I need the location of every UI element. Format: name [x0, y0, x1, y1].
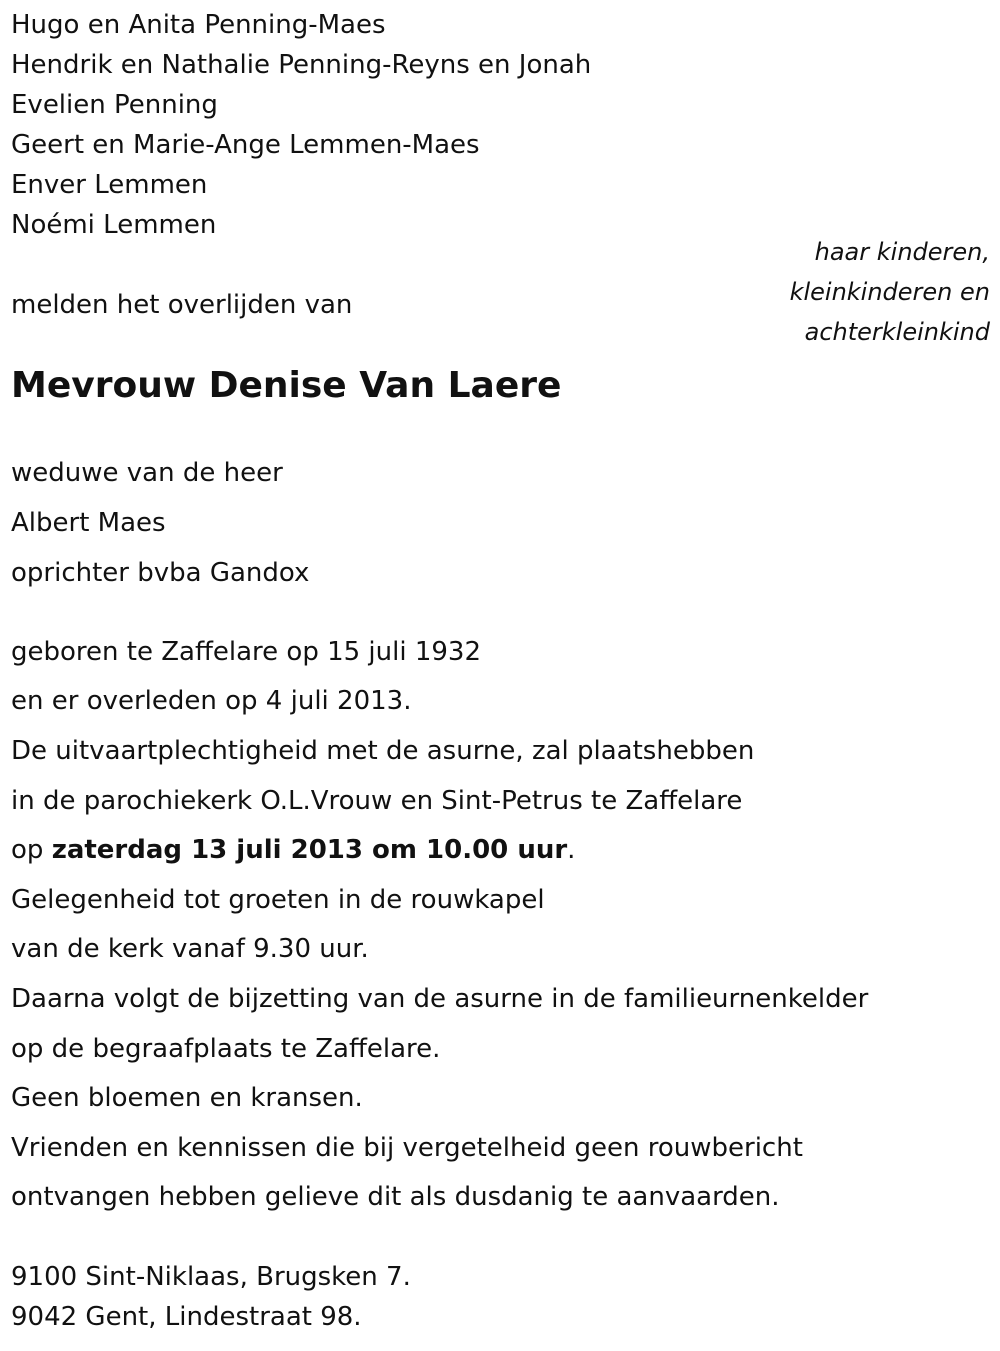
spouse-line: oprichter bvba Gandox — [11, 558, 310, 588]
detail-line: op de begraafplaats te Zaffelare. — [11, 1034, 441, 1064]
ceremony-datetime-line — [11, 834, 575, 866]
datetime-suffix: . — [567, 835, 576, 865]
relation-line: achterkleinkind — [804, 318, 990, 346]
detail-line: van de kerk vanaf 9.30 uur. — [11, 934, 369, 964]
announce-text: melden het overlijden van — [11, 290, 353, 320]
relation-line: kleinkinderen en — [789, 278, 990, 306]
detail-line: ontvangen hebben gelieve dit als dusdanig te aanvaarden. — [11, 1182, 780, 1212]
ceremony-datetime: zaterdag 13 juli 2013 om 10.00 uur — [51, 835, 568, 865]
family-line: Enver Lemmen — [11, 170, 208, 200]
family-line: Noémi Lemmen — [11, 210, 217, 240]
family-line: Hendrik en Nathalie Penning-Reyns en Jonah — [11, 50, 592, 80]
deceased-name: Mevrouw Denise Van Laere — [11, 365, 562, 406]
family-line: Hugo en Anita Penning-Maes — [11, 10, 386, 40]
detail-line: Geen bloemen en kransen. — [11, 1083, 363, 1113]
relation-line: haar kinderen, — [814, 238, 990, 266]
detail-line: Daarna volgt de bijzetting van de asurne in de familieurnenkelder — [11, 984, 869, 1014]
detail-line: Vrienden en kennissen die bij vergetelheid geen rouwbericht — [11, 1133, 803, 1163]
detail-line: De uitvaartplechtigheid met de asurne, zal plaatshebben — [11, 736, 755, 766]
detail-line: in de parochiekerk O.L.Vrouw en Sint-Petrus te Zaffelare — [11, 786, 743, 816]
datetime-prefix: op — [11, 835, 52, 865]
detail-line: en er overleden op 4 juli 2013. — [11, 686, 412, 716]
relation-note — [790, 232, 990, 352]
family-line: Geert en Marie-Ange Lemmen-Maes — [11, 130, 480, 160]
address-line: 9042 Gent, Lindestraat 98. — [11, 1302, 362, 1332]
spouse-line: weduwe van de heer — [11, 458, 283, 488]
spouse-line: Albert Maes — [11, 508, 166, 538]
family-line: Evelien Penning — [11, 90, 218, 120]
detail-line: Gelegenheid tot groeten in de rouwkapel — [11, 885, 545, 915]
detail-line: geboren te Zaffelare op 15 juli 1932 — [11, 637, 482, 667]
address-line: 9100 Sint-Niklaas, Brugsken 7. — [11, 1262, 411, 1292]
